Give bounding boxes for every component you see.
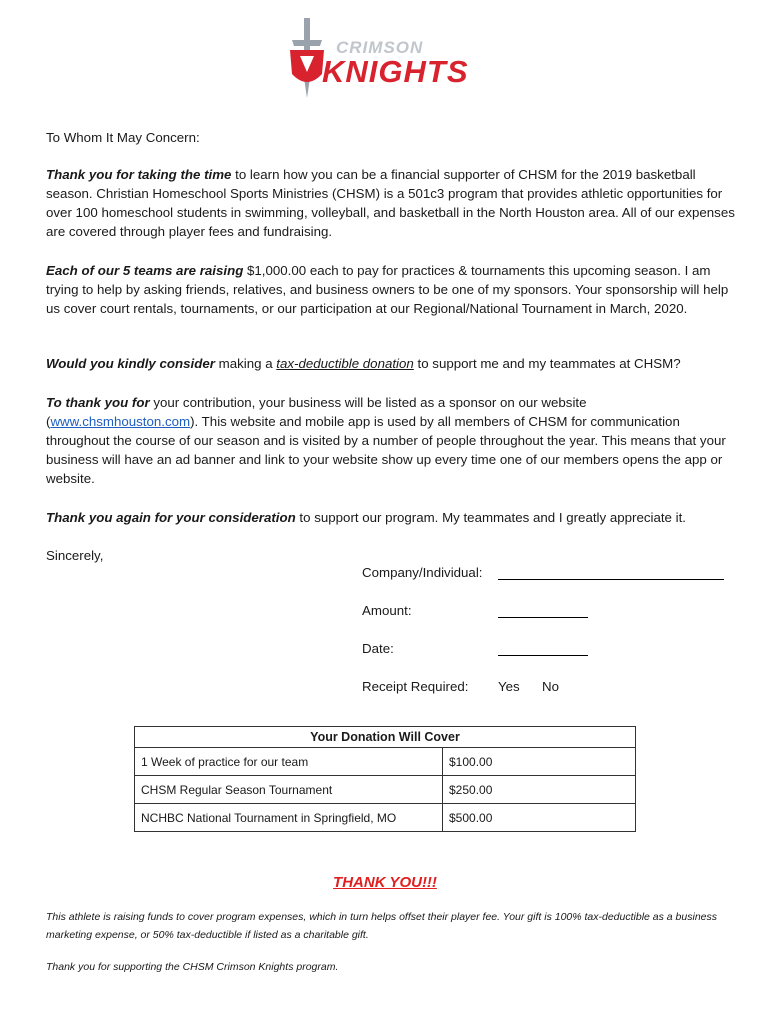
table-title: Your Donation Will Cover: [135, 727, 636, 748]
company-label: Company/Individual:: [362, 565, 483, 580]
company-field-line[interactable]: [498, 579, 724, 580]
salutation: To Whom It May Concern:: [46, 130, 200, 145]
table-cell-item: CHSM Regular Season Tournament: [135, 776, 443, 804]
footer-note: This athlete is raising funds to cover program expenses, which in turn helps offset their player fee. Your gift is 100% tax-deductible as a business marketing expense, or 50% tax-deductible if listed as a charitable gift.: [46, 911, 718, 941]
intro-lead: Thank you for taking the time: [46, 167, 232, 182]
crimson-knights-logo: [282, 18, 492, 100]
table-cell-item: NCHBC National Tournament in Springfield, MO: [135, 804, 443, 832]
request-lead: Would you kindly consider: [46, 356, 215, 371]
paragraph-intro: [46, 165, 736, 241]
footer-support: Thank you for supporting the CHSM Crimson Knights program.: [46, 961, 339, 973]
donation-table: [134, 726, 636, 832]
paragraph-thanks: [46, 508, 736, 527]
date-label: Date:: [362, 641, 394, 656]
paragraph-teams: [46, 261, 736, 318]
thanks-lead: Thank you again for your consideration: [46, 510, 296, 525]
table-row: [135, 748, 636, 776]
paragraph-sponsor: [46, 393, 736, 488]
thank-you-heading: THANK YOU!!!: [333, 874, 437, 891]
receipt-label: Receipt Required:: [362, 679, 469, 694]
receipt-yes-option[interactable]: Yes: [498, 679, 520, 694]
thanks-text: to support our program. My teammates and I greatly appreciate it.: [295, 510, 686, 525]
sponsor-lead: To thank you for: [46, 395, 150, 410]
closing: Sincerely,: [46, 548, 104, 563]
paragraph-request: [46, 354, 736, 373]
teams-text: $1,000.00 each to pay for practices & tournaments this upcoming season. I am trying to help by asking friends, relatives, and business owners to be one of my sponsors. Your sponsorship will help us cover court rentals, tournaments, or our participation at our Regional/National Tournament in March, 2020.: [46, 263, 729, 316]
table-row: [135, 804, 636, 832]
table-cell-amount: $250.00: [443, 776, 636, 804]
teams-lead: Each of our 5 teams are raising: [46, 263, 244, 278]
date-field-line[interactable]: [498, 655, 588, 656]
amount-label: Amount:: [362, 603, 412, 618]
table-cell-amount: $500.00: [443, 804, 636, 832]
sponsor-text-a: your contribution, your business will be listed as a sponsor on our website (: [46, 395, 587, 429]
table-cell-item: 1 Week of practice for our team: [135, 748, 443, 776]
tax-deductible-donation: tax-deductible donation: [276, 356, 414, 371]
table-row: [135, 776, 636, 804]
table-header-row: [135, 727, 636, 748]
sponsor-text-b: ). This website and mobile app is used by all members of CHSM for communication throughout the course of our season and is visited by a number of people throughout the year. This means that your business will have an ad banner and link to your website show up every time one of our members opens the app or website.: [46, 414, 726, 486]
amount-field-line[interactable]: [498, 617, 588, 618]
logo-top-word: CRIMSON: [336, 38, 424, 57]
logo-main-word: KNIGHTS: [322, 54, 469, 89]
intro-text: to learn how you can be a financial supporter of CHSM for the 2019 basketball season. Christian Homeschool Sports Ministries (CHSM) is a 501c3 program that provides athletic opportunities for over 100 homeschool students in swimming, volleyball, and basketball in the North Houston area. All of our expenses are covered through player fees and fundraising.: [46, 167, 735, 239]
website-link[interactable]: www.chsmhouston.com: [50, 414, 191, 429]
receipt-no-option[interactable]: No: [542, 679, 559, 694]
request-mid: making a: [214, 356, 277, 371]
request-text: to support me and my teammates at CHSM?: [413, 356, 681, 371]
table-cell-amount: $100.00: [443, 748, 636, 776]
